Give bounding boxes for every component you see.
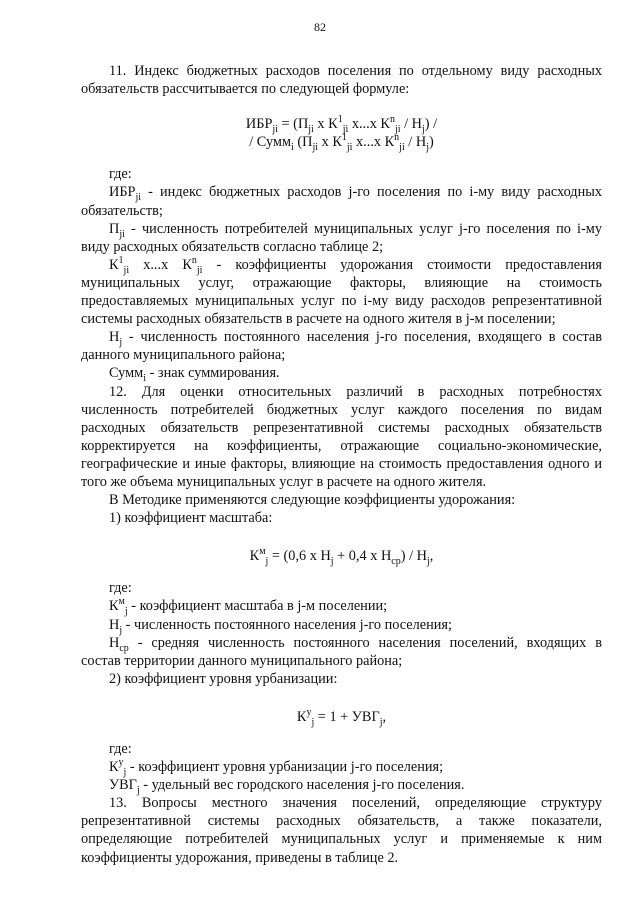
- where-label-2: где:: [109, 580, 132, 597]
- definition-km: $К^м_j$ - коэффициент масштаба в j-м поселении;: [109, 596, 388, 618]
- definition-ibr: $ИБР_{ji}$ - индекс бюджетных расходов j-го поселения по i-му виду расходных обязательств;: [81, 184, 602, 219]
- page-number: 82: [314, 20, 326, 34]
- formula-ibr-line-2: / Сумм$_i$ ($П_{ji}$ х $К^1_{ji}$ х...х $К^n_{ji} / Н_j$): [249, 132, 434, 154]
- paragraph-11: 11. Индекс бюджетных расходов поселения по отдельному виду расходных обязательств рассчитывается по следующей формуле:: [81, 63, 602, 98]
- paragraph-13: 13. Вопросы местного значения поселений, определяющие структуру репрезентативной системы расходных обязательств, а также показатели, определяющие потребителей муниципальных услуг и применяемые к ним коэффициенты удорожания, приведены в таблице 2.: [81, 795, 602, 866]
- definition-ky: $К^у_j$ - коэффициент уровня урбанизации j-го поселения;: [109, 757, 444, 778]
- definition-n: $Н_j$ - численность постоянного населения j-го поселения, входящего в состав данного муниципального района;: [81, 329, 602, 364]
- definition-uvg: $УВГ_j$ - удельный вес городского населения j-го поселения.: [109, 777, 465, 797]
- item-2: 2) коэффициент уровня урбанизации:: [109, 670, 338, 687]
- formula-urbanization: $К^у_j = 1 + УВГ_j$,: [296, 707, 387, 728]
- where-label-3: где:: [109, 741, 132, 757]
- formula-ibr-line-1: $ИБР_{ji} = (П_{ji}$ х $К^1_{ji}$ х...х $К^n_{ji} / Н_j$) /: [245, 114, 438, 136]
- document-body: [81, 62, 602, 867]
- formula-scale: $К^м_j = (0,6$ х $Н_j + 0,4$ х $Н_{ср}) / Н_j$,: [249, 546, 434, 568]
- definition-k: $К^1_{ji}$ х...х $К^n_{ji}$ - коэффициенты удорожания стоимости предоставления муниципальных услуг, отражающие факторы, влияющие на стоимость предоставляемых муниципальных услуг по i-му виду расходов репрезентативной системы расходных обязательств в расчете на одного жителя в j-м поселении;: [81, 255, 602, 328]
- paragraph-methodology: В Методике применяются следующие коэффициенты удорожания:: [109, 492, 516, 509]
- definition-ncp: $Н_{ср}$ - средняя численность постоянного населения поселений, входящих в состав территории данного муниципального района;: [81, 634, 602, 669]
- item-1: 1) коэффициент масштаба:: [109, 510, 273, 527]
- definition-nj: $Н_j$ - численность постоянного населения j-го поселения;: [109, 616, 452, 636]
- definition-summ: Сумм$_i$ - знак суммирования.: [109, 365, 280, 385]
- paragraph-12: 12. Для оценки относительных различий в расходных потребностях численность потребителей бюджетных услуг каждого поселения по видам расходных обязательств репрезентативной системы расходных обязательств корректируется на коэффициенты, отражающие социально-экономические, географические и иные факторы, влияющие на стоимость предоставления одного и того же объема муниципальных услуг в расчете на одного жителя.: [81, 383, 602, 490]
- definition-p: $П_{ji}$ - численность потребителей муниципальных услуг j-го поселения по i-му виду расходных обязательств согласно таблице 2;: [81, 220, 602, 255]
- where-label: где:: [109, 166, 132, 183]
